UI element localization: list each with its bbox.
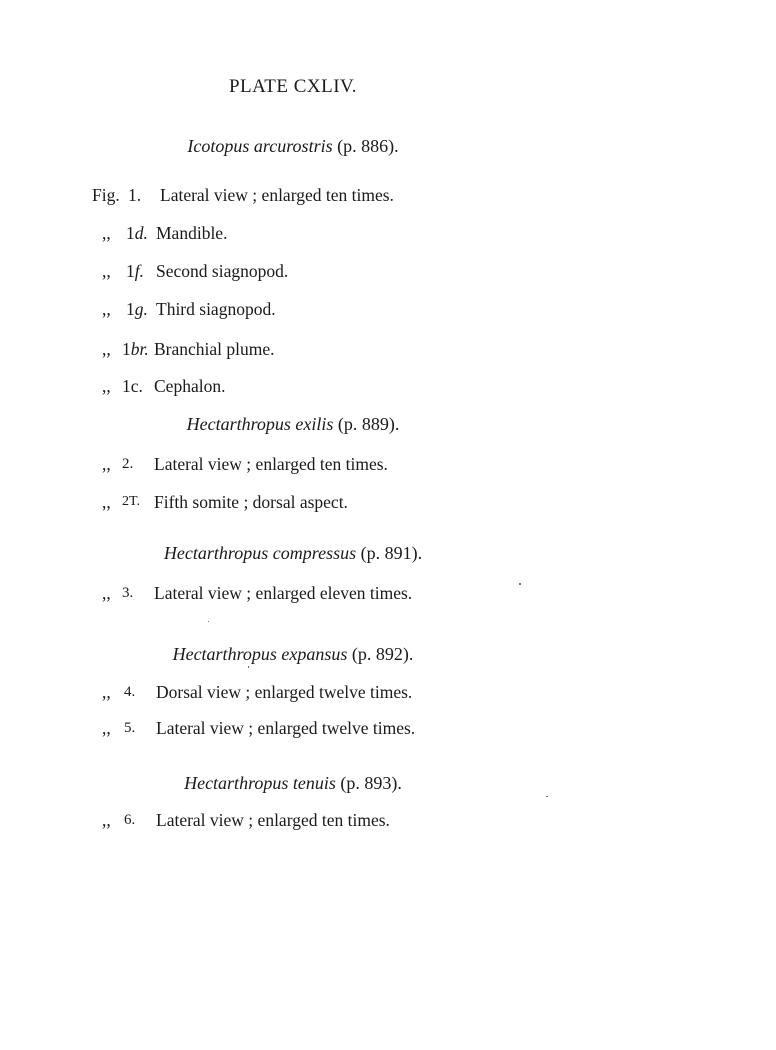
- figure-number: 6.: [124, 812, 136, 828]
- ditto-mark: ,,: [102, 454, 111, 474]
- figure-description: Dorsal view ; enlarged twelve times.: [156, 682, 413, 702]
- plate-title: PLATE CXLIV.: [228, 76, 358, 97]
- species-heading: [0, 773, 586, 794]
- ditto-mark: ,,: [102, 492, 111, 512]
- ditto-mark: ,,: [102, 339, 111, 359]
- scan-speck: [546, 796, 548, 797]
- ditto-mark: ,,: [102, 718, 111, 738]
- figure-description: Third siagnopod.: [156, 299, 276, 319]
- figure-prefix: Fig.: [92, 185, 120, 205]
- figure-description: Mandible.: [156, 223, 228, 243]
- figure-description: Second siagnopod.: [156, 261, 289, 281]
- figure-number: 4.: [124, 684, 136, 700]
- species-name: Hectarthropus expansus: [172, 644, 348, 664]
- figure-description: Lateral view ; enlarged ten times.: [154, 454, 388, 474]
- species-name: Icotopus arcurostris: [187, 136, 333, 156]
- scan-speck: [519, 583, 521, 585]
- figure-description: Fifth somite ; dorsal aspect.: [154, 492, 348, 512]
- ditto-mark: ,,: [102, 223, 111, 243]
- species-page-ref: (p. 886).: [337, 136, 399, 156]
- ditto-mark: ,,: [102, 810, 111, 830]
- figure-description: Lateral view ; enlarged eleven times.: [154, 583, 413, 603]
- species-page-ref: (p. 893).: [340, 773, 402, 793]
- scan-speck: [208, 621, 209, 622]
- figure-description: Lateral view ; enlarged twelve times.: [156, 718, 416, 738]
- figure-description: Lateral view ; enlarged ten times.: [160, 185, 394, 205]
- figure-number: 1d.: [126, 223, 148, 243]
- figure-number: 2T.: [122, 494, 141, 509]
- species-page-ref: (p. 891).: [360, 543, 423, 563]
- ditto-mark: ,,: [102, 682, 111, 702]
- figure-number: 2.: [122, 456, 134, 472]
- ditto-mark: ,,: [102, 299, 111, 319]
- ditto-mark: ,,: [102, 583, 111, 603]
- species-heading: [0, 644, 586, 665]
- species-heading: [0, 543, 586, 564]
- figure-description: Branchial plume.: [154, 339, 275, 359]
- figure-description: Cephalon.: [154, 376, 226, 396]
- species-page-ref: (p. 892).: [351, 644, 414, 664]
- figure-number: 3.: [122, 585, 134, 601]
- species-heading: [0, 414, 586, 435]
- species-page-ref: (p. 889).: [337, 414, 400, 434]
- figure-number: 1br.: [122, 339, 149, 359]
- figure-number: 1g.: [126, 299, 148, 319]
- figure-description: Lateral view ; enlarged ten times.: [156, 810, 390, 830]
- ditto-mark: ,,: [102, 261, 111, 281]
- figure-number: 1.: [128, 185, 142, 205]
- species-heading: [0, 136, 586, 157]
- figure-number: 5.: [124, 720, 136, 736]
- figure-number: 1c.: [122, 376, 143, 396]
- figure-number: 1f.: [126, 261, 144, 281]
- species-name: Hectarthropus exilis: [186, 414, 334, 434]
- species-name: Hectarthropus tenuis: [184, 773, 336, 793]
- scan-speck: [248, 666, 249, 668]
- ditto-mark: ,,: [102, 376, 111, 396]
- species-name: Hectarthropus compressus: [163, 543, 357, 563]
